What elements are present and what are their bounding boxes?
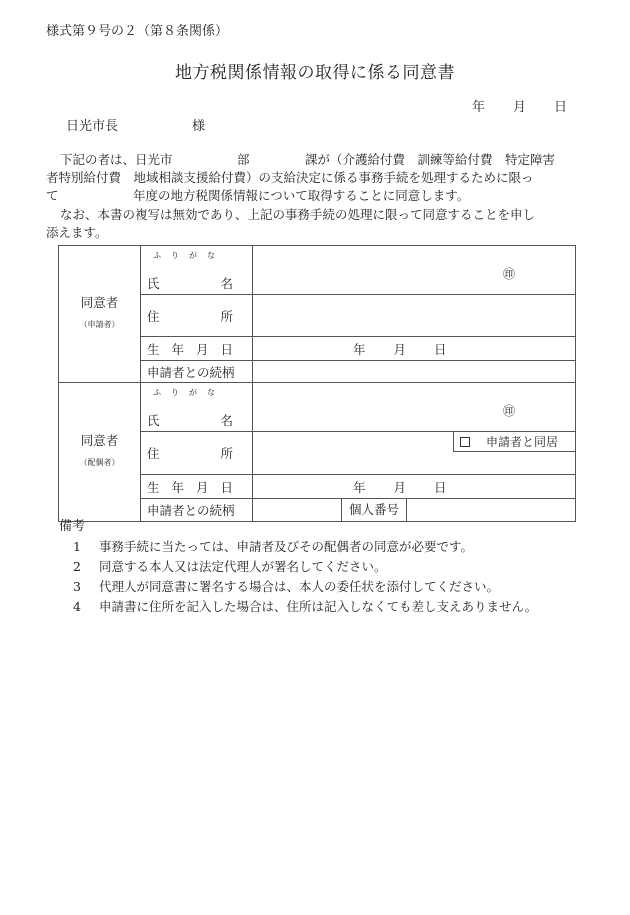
applicant-birth-label-cell <box>141 337 253 361</box>
my-number-label: 個人番号 <box>348 502 399 517</box>
body-line3-b: 年度の地方税関係情報について取得することに同意します。 <box>133 188 470 203</box>
body-line4: なお、本書の複写は無効であり、上記の事務手続の処理に限って同意することを申し <box>60 207 536 222</box>
form-number: 様式第９号の２（第８条関係） <box>46 24 229 39</box>
body-line5: 添えます。 <box>46 225 108 240</box>
spouse-relation-label: 申請者との続柄 <box>141 499 253 522</box>
spouse-birth-month: 月 <box>393 479 407 495</box>
cohabit-checkbox-row[interactable] <box>453 432 575 452</box>
applicant-address-label: 住 所 <box>147 308 233 324</box>
applicant-birth-month: 月 <box>393 341 407 357</box>
applicant-address-field[interactable] <box>253 295 576 337</box>
spouse-block-label <box>59 383 141 522</box>
spouse-birth-label: 生 年 月 日 <box>147 479 233 495</box>
applicant-name-label-cell <box>141 246 253 295</box>
spouse-birth-field[interactable] <box>253 475 576 499</box>
consent-table <box>58 245 576 522</box>
applicant-seal-mark: ㊞ <box>502 267 515 281</box>
applicant-birth-day: 日 <box>434 341 447 357</box>
applicant-relation-field[interactable] <box>253 361 576 383</box>
applicant-sub-label: （申請者） <box>79 320 120 329</box>
spouse-seal-mark: ㊞ <box>502 404 515 418</box>
cohabit-label: 申請者と同居 <box>486 435 559 449</box>
applicant-birth-field[interactable] <box>253 337 576 361</box>
spouse-name-label-cell <box>141 383 253 432</box>
body-line3-a: て <box>46 188 59 203</box>
spouse-address-field[interactable] <box>253 432 576 475</box>
remarks-item: 2 同意する本人又は法定代理人が署名してください。 <box>73 559 387 574</box>
body-line2: 者特別給付費 地域相談支援給付費）の支給決定に係る事務手続を処理するために限っ <box>46 170 534 185</box>
document-title: 地方税関係情報の取得に係る同意書 <box>175 63 455 83</box>
spouse-name-field[interactable] <box>253 383 576 432</box>
my-number-field[interactable] <box>406 499 575 521</box>
date-month-label: 月 <box>513 100 527 115</box>
body-line1-c: 課が（介護給付費 訓練等給付費 特定障害 <box>305 152 556 167</box>
body-line1-a: 下記の者は、日光市 <box>60 152 173 167</box>
applicant-label: 同意者 <box>80 295 119 310</box>
remarks-item: 4 申請書に住所を記入した場合は、住所は記入しなくても差し支えありません。 <box>73 599 538 614</box>
applicant-relation-label: 申請者との続柄 <box>141 361 253 383</box>
spouse-furigana-label: ふりがな <box>153 388 225 397</box>
spouse-birth-year: 年 <box>353 479 366 495</box>
spouse-address-label: 住 所 <box>147 446 233 461</box>
remarks-item: 1 事務手続に当たっては、申請者及びその配偶者の同意が必要です。 <box>73 539 474 554</box>
remarks-heading: 備考 <box>59 519 86 534</box>
my-number-cell <box>342 499 576 522</box>
addressee-suffix: 様 <box>192 119 206 134</box>
body-line1-b: 部 <box>237 152 250 167</box>
applicant-name-label: 氏 名 <box>147 276 233 291</box>
date-year-label: 年 <box>472 100 486 115</box>
cohabit-checkbox[interactable] <box>460 437 470 447</box>
spouse-address-label-cell <box>141 432 253 475</box>
applicant-address-label-cell <box>141 295 253 337</box>
date-day-label: 日 <box>554 100 568 115</box>
applicant-block-label <box>59 246 141 383</box>
addressee: 日光市長 <box>66 119 119 134</box>
spouse-label: 同意者 <box>80 433 119 448</box>
spouse-birth-day: 日 <box>434 479 447 495</box>
applicant-birth-label: 生 年 月 日 <box>147 341 233 357</box>
spouse-relation-field[interactable] <box>253 499 342 522</box>
spouse-name-label: 氏 名 <box>147 413 233 428</box>
applicant-furigana-label: ふりがな <box>153 251 225 260</box>
applicant-birth-year: 年 <box>353 341 366 357</box>
spouse-birth-label-cell <box>141 475 253 499</box>
remarks-item: 3 代理人が同意書に署名する場合は、本人の委任状を添付してください。 <box>73 579 500 594</box>
spouse-sub-label: （配偶者） <box>79 458 120 467</box>
applicant-name-field[interactable] <box>253 246 576 295</box>
